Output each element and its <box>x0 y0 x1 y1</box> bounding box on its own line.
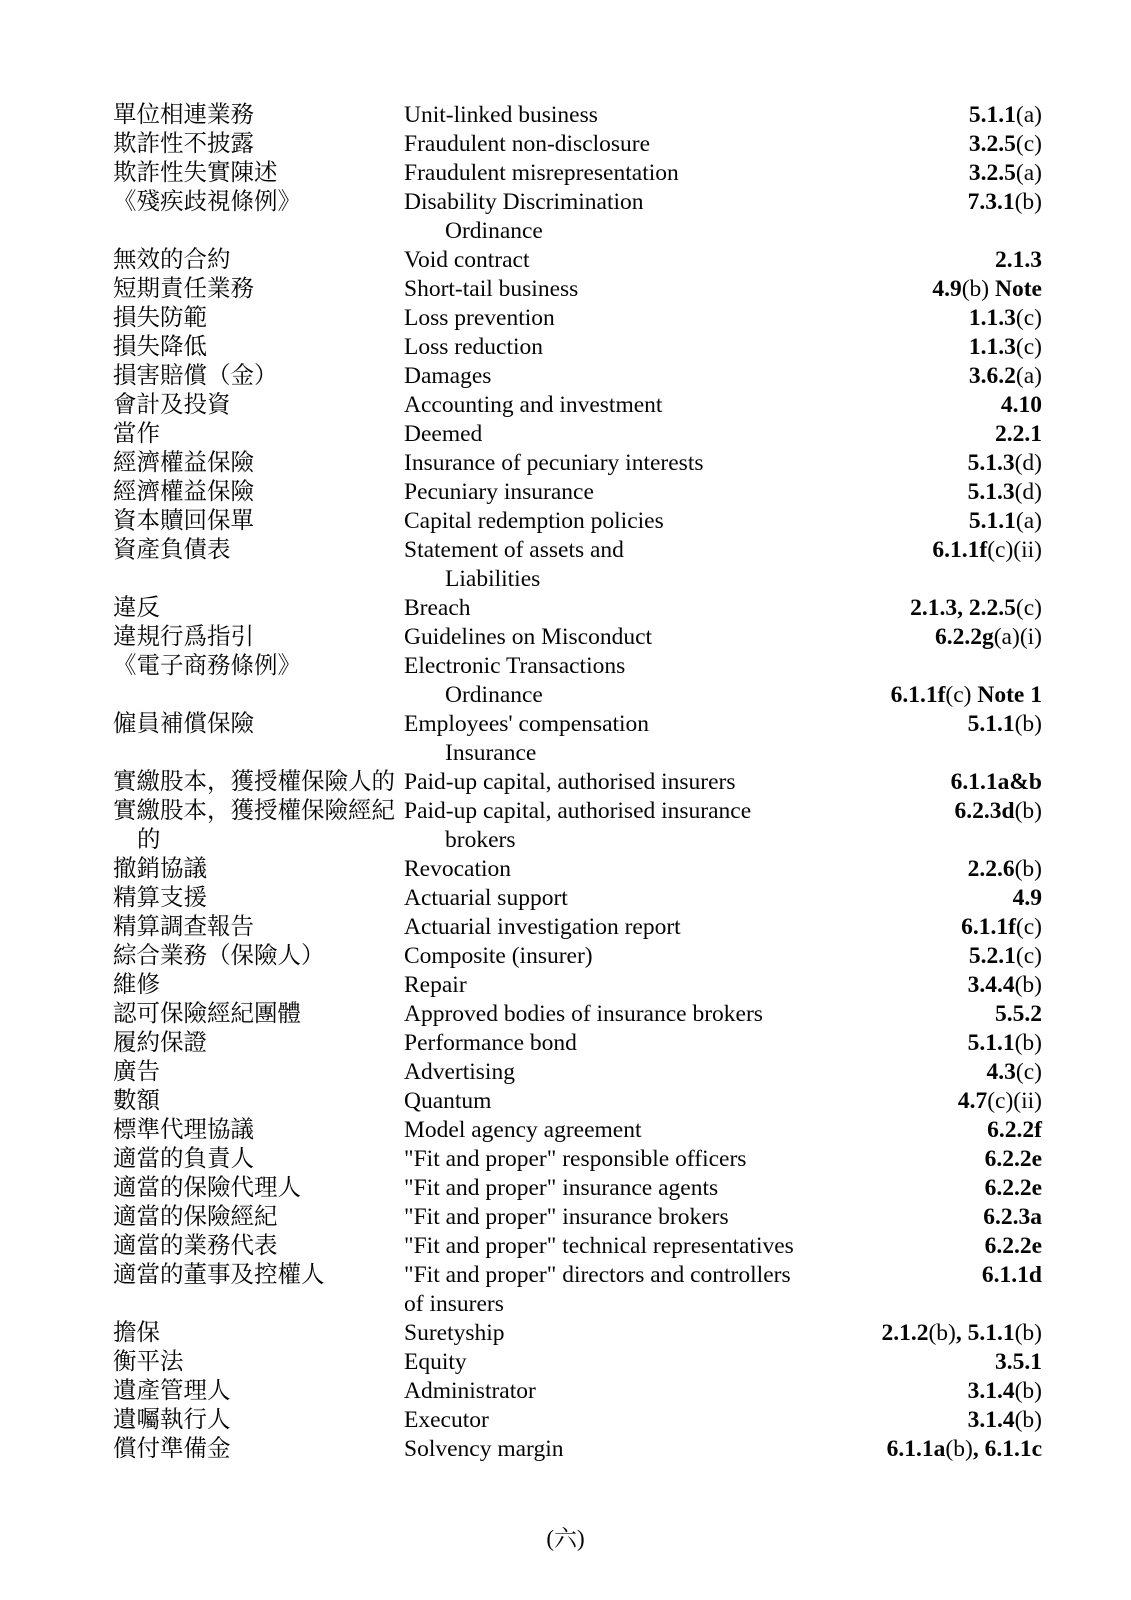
term-chinese <box>113 1029 404 1058</box>
term-english-line: Performance bond <box>404 1030 577 1056</box>
term-english <box>404 1116 836 1145</box>
glossary-row <box>113 333 1042 362</box>
section-reference: 4.7(c)(ii) <box>957 1088 1042 1114</box>
glossary-row <box>113 246 1042 275</box>
term-english-continuation: of insurers <box>404 1291 504 1317</box>
term-chinese <box>113 1058 404 1087</box>
term-chinese <box>113 1435 404 1464</box>
section-reference: 4.9(b) Note <box>932 276 1042 302</box>
section-reference: 6.2.2f <box>987 1117 1042 1143</box>
term-chinese-line: 適當的董事及控權人 <box>113 1262 325 1288</box>
term-chinese <box>113 1348 404 1377</box>
term-chinese-line: 適當的業務代表 <box>113 1233 278 1259</box>
term-chinese-line: 損失防範 <box>113 305 207 331</box>
term-chinese <box>113 101 404 130</box>
section-reference: 3.1.4(b) <box>967 1407 1042 1433</box>
term-chinese <box>113 1319 404 1348</box>
term-english <box>404 333 836 362</box>
term-chinese-line: 短期責任業務 <box>113 276 254 302</box>
term-english-line: Fraudulent non-disclosure <box>404 131 651 157</box>
glossary-row <box>113 362 1042 391</box>
glossary-row <box>113 652 1042 710</box>
term-english-line: "Fit and proper" directors and controllers <box>404 1262 791 1288</box>
term-english <box>404 913 836 942</box>
term-english <box>404 594 836 623</box>
term-english-line: Capital redemption policies <box>404 508 664 534</box>
term-chinese-line: 資本贖回保單 <box>113 508 254 534</box>
term-chinese-line: 欺詐性失實陳述 <box>113 160 278 186</box>
term-chinese <box>113 536 404 565</box>
glossary-row <box>113 101 1042 130</box>
section-reference: 4.10 <box>1000 392 1042 418</box>
term-chinese-line: 僱員補償保險 <box>113 711 254 737</box>
term-english <box>404 507 836 536</box>
term-chinese <box>113 623 404 652</box>
term-english <box>404 1348 836 1377</box>
term-english <box>404 1232 836 1261</box>
term-english-line: Fraudulent misrepresentation <box>404 160 679 186</box>
section-reference: 4.3(c) <box>986 1059 1042 1085</box>
term-english-line: Pecuniary insurance <box>404 479 594 505</box>
glossary-row <box>113 1174 1042 1203</box>
glossary-row <box>113 1319 1042 1348</box>
section-reference: 3.1.4(b) <box>967 1378 1042 1404</box>
glossary-row <box>113 710 1042 768</box>
term-chinese <box>113 1174 404 1203</box>
term-english <box>404 159 836 188</box>
term-chinese <box>113 942 404 971</box>
glossary-row <box>113 913 1042 942</box>
section-reference: 3.6.2(a) <box>968 363 1042 389</box>
section-reference: 6.1.1d <box>981 1262 1042 1288</box>
section-reference: 6.1.1a(b), 6.1.1c <box>886 1436 1042 1462</box>
term-chinese <box>113 275 404 304</box>
term-chinese <box>113 971 404 1000</box>
glossary-row <box>113 275 1042 304</box>
section-reference: 1.1.3(c) <box>968 305 1042 331</box>
term-chinese-line: 單位相連業務 <box>113 102 254 128</box>
term-english-continuation: Ordinance <box>445 682 543 708</box>
glossary-row <box>113 768 1042 797</box>
term-english-line: Accounting and investment <box>404 392 663 418</box>
term-chinese <box>113 1232 404 1261</box>
glossary-row <box>113 1203 1042 1232</box>
glossary-row <box>113 797 1042 855</box>
term-english <box>404 1261 836 1319</box>
term-english <box>404 362 836 391</box>
glossary-row <box>113 478 1042 507</box>
glossary-row <box>113 1261 1042 1319</box>
term-english-line: Insurance of pecuniary interests <box>404 450 704 476</box>
term-english-line: Loss reduction <box>404 334 544 360</box>
term-chinese-line: 標準代理協議 <box>113 1117 254 1143</box>
term-english <box>404 1203 836 1232</box>
term-english-line: Unit-linked business <box>404 102 598 128</box>
term-english-line: Paid-up capital, authorised insurers <box>404 769 736 795</box>
glossary-row <box>113 304 1042 333</box>
term-english <box>404 420 836 449</box>
section-reference: 5.1.1(b) <box>967 711 1042 737</box>
term-chinese-line: 維修 <box>113 972 160 998</box>
term-chinese-line: 會計及投資 <box>113 392 231 418</box>
glossary-row <box>113 449 1042 478</box>
term-english <box>404 623 836 652</box>
section-reference: 2.2.1 <box>995 421 1042 447</box>
term-english-line: "Fit and proper" responsible officers <box>404 1146 747 1172</box>
term-english <box>404 1058 836 1087</box>
term-chinese <box>113 1377 404 1406</box>
term-english-line: Disability Discrimination <box>404 189 644 215</box>
term-chinese-line: 適當的保險代理人 <box>113 1175 301 1201</box>
section-reference: 1.1.3(c) <box>968 334 1042 360</box>
term-english-line: Equity <box>404 1349 467 1375</box>
glossary-row <box>113 391 1042 420</box>
section-reference: 5.1.3(d) <box>967 479 1042 505</box>
term-chinese <box>113 652 404 681</box>
term-chinese-line: 撤銷協議 <box>113 856 207 882</box>
page-number: (六) <box>546 1526 585 1551</box>
term-chinese-line: 資產負債表 <box>113 537 231 563</box>
section-reference: 2.1.2(b), 5.1.1(b) <box>881 1320 1042 1346</box>
glossary-row <box>113 1087 1042 1116</box>
term-english <box>404 1000 836 1029</box>
term-english <box>404 101 836 130</box>
term-chinese-line: 償付準備金 <box>113 1436 231 1462</box>
term-english <box>404 884 836 913</box>
term-english <box>404 1377 836 1406</box>
term-chinese-line: 認可保險經紀團體 <box>113 1001 301 1027</box>
term-english-line: "Fit and proper" insurance agents <box>404 1175 719 1201</box>
term-english-line: Statement of assets and <box>404 537 624 563</box>
section-reference: 6.2.2e <box>984 1146 1042 1172</box>
term-english <box>404 188 836 246</box>
term-english <box>404 942 836 971</box>
glossary-index-list <box>113 101 1042 1464</box>
term-english <box>404 1406 836 1435</box>
term-english-continuation: Liabilities <box>445 566 541 592</box>
term-english <box>404 797 836 855</box>
term-chinese-line: 《電子商務條例》 <box>113 653 301 679</box>
term-chinese-line: 衡平法 <box>113 1349 184 1375</box>
section-reference: 6.1.1f(c)(ii) <box>932 537 1042 563</box>
glossary-row <box>113 1116 1042 1145</box>
term-english <box>404 971 836 1000</box>
glossary-row <box>113 1000 1042 1029</box>
term-english-line: Revocation <box>404 856 512 882</box>
term-english <box>404 1319 836 1348</box>
section-reference: 6.2.2e <box>984 1175 1042 1201</box>
term-english-line: Breach <box>404 595 471 621</box>
term-english <box>404 275 836 304</box>
term-english-line: Advertising <box>404 1059 515 1085</box>
section-reference: 3.4.4(b) <box>967 972 1042 998</box>
section-reference: 6.2.3d(b) <box>954 798 1042 824</box>
term-english <box>404 1087 836 1116</box>
term-chinese-line: 當作 <box>113 421 160 447</box>
term-chinese <box>113 304 404 333</box>
section-reference: 2.1.3, 2.2.5(c) <box>910 595 1042 621</box>
term-english-continuation: Insurance <box>445 740 537 766</box>
glossary-row <box>113 507 1042 536</box>
term-english <box>404 1145 836 1174</box>
term-english <box>404 710 836 768</box>
term-chinese-line: 履約保證 <box>113 1030 207 1056</box>
term-english <box>404 391 836 420</box>
term-english-line: Composite (insurer) <box>404 943 593 969</box>
term-chinese-line: 適當的負責人 <box>113 1146 254 1172</box>
term-chinese-line: 遺產管理人 <box>113 1378 231 1404</box>
term-english-line: Approved bodies of insurance brokers <box>404 1001 763 1027</box>
section-reference: 5.5.2 <box>995 1001 1042 1027</box>
term-english-line: Repair <box>404 972 467 998</box>
term-english-line: Executor <box>404 1407 489 1433</box>
term-english-line: Solvency margin <box>404 1436 564 1462</box>
term-chinese-line: 實繳股本，獲授權保險人的 <box>113 769 395 795</box>
term-chinese-line: 違反 <box>113 595 160 621</box>
section-reference: 6.1.1f(c) Note 1 <box>890 682 1042 708</box>
term-chinese-line: 精算調查報告 <box>113 914 254 940</box>
term-english-line: Actuarial support <box>404 885 568 911</box>
term-english-line: Damages <box>404 363 492 389</box>
term-english-line: Void contract <box>404 247 530 273</box>
term-chinese <box>113 884 404 913</box>
term-english <box>404 768 836 797</box>
term-english-continuation: brokers <box>445 827 516 853</box>
glossary-row <box>113 1377 1042 1406</box>
term-chinese-line: 經濟權益保險 <box>113 479 254 505</box>
section-reference: 5.1.3(d) <box>967 450 1042 476</box>
term-chinese <box>113 1261 404 1290</box>
term-chinese-line: 擔保 <box>113 1320 160 1346</box>
term-chinese <box>113 333 404 362</box>
term-english <box>404 652 836 710</box>
term-english <box>404 246 836 275</box>
term-chinese-line: 《殘疾歧視條例》 <box>113 189 301 215</box>
glossary-row <box>113 594 1042 623</box>
term-chinese <box>113 710 404 739</box>
term-chinese <box>113 362 404 391</box>
term-english-line: Quantum <box>404 1088 492 1114</box>
glossary-row <box>113 1058 1042 1087</box>
term-chinese <box>113 1000 404 1029</box>
term-english-line: Guidelines on Misconduct <box>404 624 653 650</box>
term-english-line: Loss prevention <box>404 305 555 331</box>
term-english <box>404 130 836 159</box>
glossary-row <box>113 1029 1042 1058</box>
term-english <box>404 478 836 507</box>
section-reference: 5.1.1(b) <box>967 1030 1042 1056</box>
section-reference: 2.1.3 <box>995 247 1042 273</box>
glossary-row <box>113 130 1042 159</box>
term-chinese-line: 違規行爲指引 <box>113 624 254 650</box>
glossary-row <box>113 1145 1042 1174</box>
section-reference: 6.2.2e <box>984 1233 1042 1259</box>
glossary-row <box>113 188 1042 246</box>
term-english-line: Suretyship <box>404 1320 505 1346</box>
section-reference: 3.2.5(c) <box>968 131 1042 157</box>
term-chinese-line: 廣告 <box>113 1059 160 1085</box>
term-chinese-line: 損害賠償（金） <box>113 363 278 389</box>
term-chinese-line: 精算支援 <box>113 885 207 911</box>
term-chinese <box>113 130 404 159</box>
term-chinese <box>113 1087 404 1116</box>
term-english-line: Employees' compensation <box>404 711 650 737</box>
term-chinese <box>113 188 404 217</box>
term-english-continuation: Ordinance <box>445 218 543 244</box>
term-english-line: Short-tail business <box>404 276 579 302</box>
term-chinese <box>113 1406 404 1435</box>
term-english-line: Electronic Transactions <box>404 653 626 679</box>
term-english-line: Paid-up capital, authorised insurance <box>404 798 752 824</box>
term-chinese-line: 數額 <box>113 1088 160 1114</box>
term-chinese <box>113 1116 404 1145</box>
section-reference: 2.2.6(b) <box>967 856 1042 882</box>
term-chinese <box>113 594 404 623</box>
term-chinese-line: 無效的合約 <box>113 247 231 273</box>
glossary-row <box>113 855 1042 884</box>
term-chinese <box>113 478 404 507</box>
term-chinese-line: 適當的保險經紀 <box>113 1204 278 1230</box>
term-chinese-line: 欺詐性不披露 <box>113 131 254 157</box>
term-english-line: Deemed <box>404 421 483 447</box>
term-english <box>404 1174 836 1203</box>
section-reference: 3.5.1 <box>995 1349 1042 1375</box>
term-english-line: Model agency agreement <box>404 1117 642 1143</box>
section-reference: 6.2.3a <box>983 1204 1042 1230</box>
term-chinese <box>113 159 404 188</box>
term-chinese <box>113 1145 404 1174</box>
glossary-row <box>113 159 1042 188</box>
glossary-row <box>113 884 1042 913</box>
section-reference: 5.1.1(a) <box>968 102 1042 128</box>
glossary-row <box>113 1435 1042 1464</box>
section-reference: 4.9 <box>1012 885 1042 911</box>
term-english <box>404 855 836 884</box>
term-chinese <box>113 391 404 420</box>
section-reference: 5.1.1(a) <box>968 508 1042 534</box>
term-chinese-line: 實繳股本，獲授權保險經紀 <box>113 798 395 824</box>
term-english-line: "Fit and proper" insurance brokers <box>404 1204 729 1230</box>
section-reference: 6.2.2g(a)(i) <box>934 624 1042 650</box>
term-chinese-line: 經濟權益保險 <box>113 450 254 476</box>
glossary-row <box>113 971 1042 1000</box>
glossary-row <box>113 1348 1042 1377</box>
term-chinese <box>113 449 404 478</box>
term-chinese <box>113 246 404 275</box>
section-reference: 7.3.1(b) <box>967 189 1042 215</box>
term-english-line: "Fit and proper" technical representatives <box>404 1233 794 1259</box>
term-chinese <box>113 797 404 855</box>
term-english <box>404 536 836 594</box>
term-chinese <box>113 913 404 942</box>
term-english <box>404 1435 836 1464</box>
term-chinese <box>113 855 404 884</box>
section-reference: 6.1.1f(c) <box>961 914 1042 940</box>
section-reference: 5.2.1(c) <box>968 943 1042 969</box>
glossary-row <box>113 1232 1042 1261</box>
term-chinese <box>113 768 404 797</box>
glossary-row <box>113 1406 1042 1435</box>
glossary-row <box>113 942 1042 971</box>
term-english <box>404 449 836 478</box>
term-chinese <box>113 420 404 449</box>
section-reference: 3.2.5(a) <box>968 160 1042 186</box>
term-english-line: Actuarial investigation report <box>404 914 681 940</box>
glossary-row <box>113 623 1042 652</box>
term-english-line: Administrator <box>404 1378 536 1404</box>
term-chinese-continuation: 的 <box>137 827 161 853</box>
term-chinese <box>113 507 404 536</box>
term-english <box>404 304 836 333</box>
term-chinese <box>113 1203 404 1232</box>
glossary-row <box>113 420 1042 449</box>
term-chinese-line: 綜合業務（保險人） <box>113 943 325 969</box>
section-reference: 6.1.1a&b <box>950 769 1042 795</box>
glossary-row <box>113 536 1042 594</box>
term-chinese-line: 遺囑執行人 <box>113 1407 231 1433</box>
term-english <box>404 1029 836 1058</box>
term-chinese-line: 損失降低 <box>113 334 207 360</box>
